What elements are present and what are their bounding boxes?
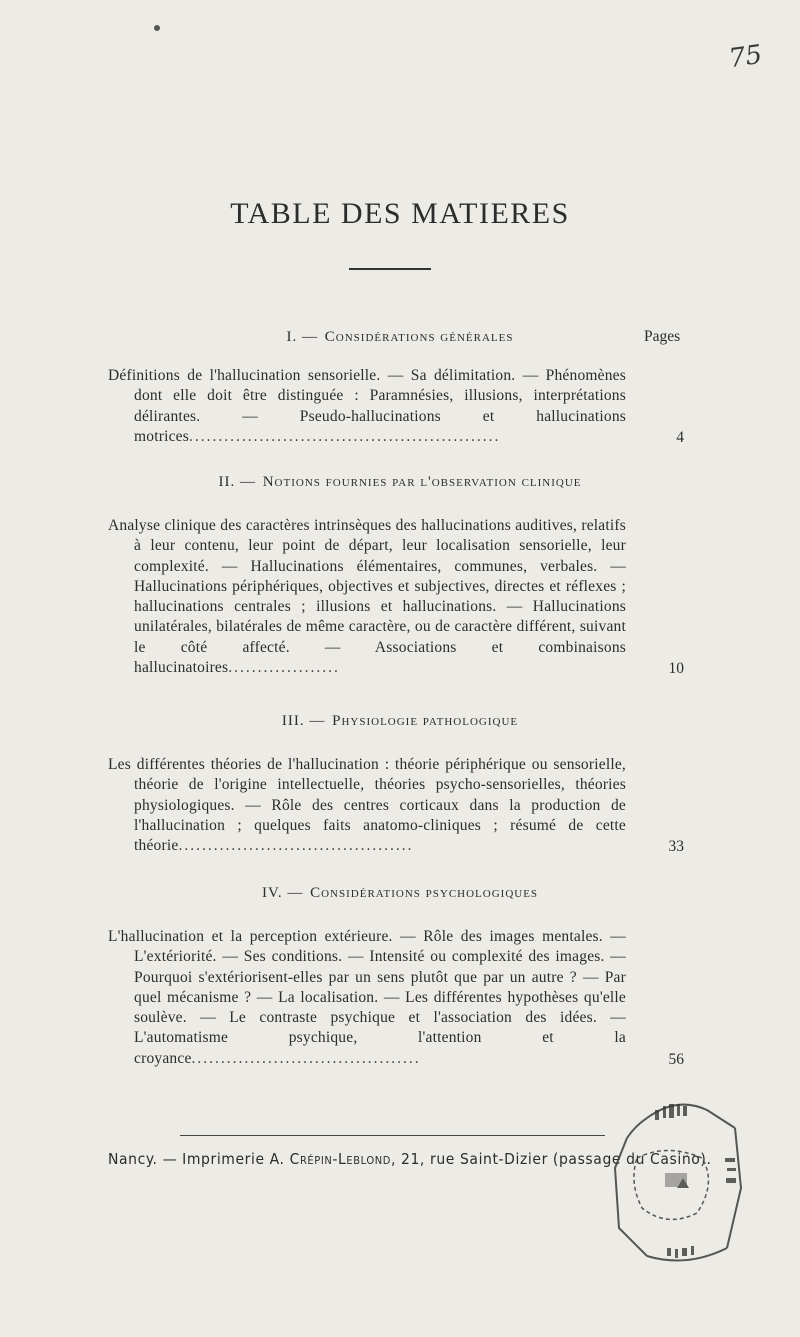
section-heading	[0, 713, 800, 730]
section-title: Considérations psychologiques	[310, 885, 539, 901]
toc-entry	[108, 516, 688, 678]
handwritten-folio-number: 75	[727, 39, 765, 75]
toc-page-number: 33	[668, 838, 684, 856]
toc-entry	[108, 755, 688, 856]
section-number: I. —	[286, 329, 319, 345]
toc-entry-text: L'hallucination et la perception extérieure. — Rôle des images mentales. — L'extériorité. — Ses conditions. — Intensité ou complexité des images. — Pourquoi s'extériorisent-elles par un sens plutôt que par un autre ? — Par quel mécanisme ? — La localisation. — Les différentes hypothèses qu'elle soulève. — Le contraste psychique et l'association des idées. — L'automatisme psychique, l'attention et la croyance	[108, 928, 626, 1067]
title-divider	[349, 268, 431, 270]
imprint-address: , 21, rue Saint-Dizier (passage du Casino).	[390, 1150, 712, 1168]
page-title: TABLE DES MATIERES	[230, 197, 570, 230]
section-title: Considérations générales	[324, 329, 514, 345]
toc-entry-body	[108, 927, 688, 1069]
imprint-printer: Crépin-Leblond	[289, 1150, 391, 1168]
pages-column-label: Pages	[644, 328, 681, 345]
ink-dot	[154, 25, 160, 31]
imprint-divider	[180, 1135, 605, 1136]
toc-page-number: 56	[668, 1051, 684, 1069]
toc-entry-text: Définitions de l'hallucination sensorielle. — Sa délimitation. — Phénomènes dont elle doit être distinguée : Paramnésies, illusions, interprétations délirantes. — Pseudo-hallucinations et hallucinations motrices	[108, 367, 626, 445]
section-heading	[0, 474, 800, 491]
dot-leader: ........................................	[178, 837, 414, 855]
section-title: Notions fournies par l'observation clinique	[262, 474, 582, 490]
dot-leader: ...................	[228, 659, 340, 677]
toc-entry-body	[108, 516, 688, 678]
section-number: IV. —	[261, 885, 304, 901]
dot-leader: .......................................	[191, 1049, 421, 1067]
toc-entry-body	[108, 755, 688, 856]
toc-entry	[108, 927, 688, 1069]
toc-entry-text: Les différentes théories de l'hallucination : théorie périphérique ou sensorielle, théorie de l'origine intellectuelle, théories psycho-sensorielles, théories physiologiques. — Rôle des centres corticaux dans la production de l'hallucination ; quelques faits anatomo-cliniques ; résumé de cette théorie	[108, 756, 626, 855]
section-heading	[0, 329, 800, 346]
toc-page-number: 4	[676, 429, 684, 447]
toc-entry-text: Analyse clinique des caractères intrinsèques des hallucinations auditives, relatifs à leur contenu, leur point de départ, leur localisation sensorielle, leur complexité. — Hallucinations élémentaires, communes, verbales. — Hallucinations périphériques, objectives et subjectives, directes et réflexes ; hallucinations centrales ; illusions et hallucinations. — Hallucinations unilatérales, bilatérales de même caractère, ou de caractère différent, suivant le côté affecté. — Associations et combinaisons hallucinatoires	[108, 517, 626, 677]
library-stamp-icon	[607, 1088, 747, 1268]
dot-leader: .....................................................	[188, 427, 501, 445]
section-number: II. —	[218, 474, 256, 490]
toc-entry-body	[108, 366, 688, 447]
imprint-prefix: Nancy. — Imprimerie A.	[108, 1150, 285, 1168]
section-number: III. —	[281, 713, 326, 729]
toc-page-number: 10	[668, 660, 684, 678]
toc-entry	[108, 366, 688, 447]
section-heading	[0, 885, 800, 902]
section-title: Physiologie pathologique	[332, 713, 519, 729]
